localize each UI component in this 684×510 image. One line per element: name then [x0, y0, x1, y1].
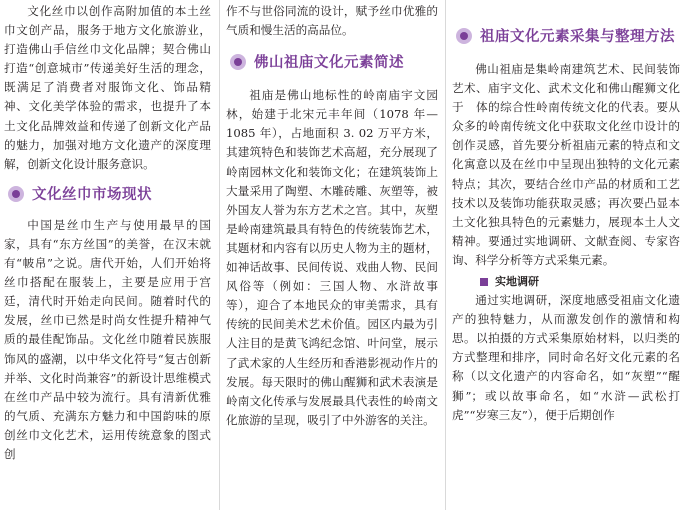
circle-bullet-icon [456, 28, 472, 44]
section-heading-methods [452, 26, 680, 48]
column-1 [4, 0, 211, 510]
column-divider [445, 0, 446, 510]
section-heading-market [4, 184, 211, 206]
section-heading-zumiao [226, 52, 438, 74]
continued-paragraph: 作不与世俗同流的设计，赋予丝巾优雅的气质和慢生活的高品位。 [226, 4, 438, 38]
zumiao-paragraph: 祖庙是佛山地标性的岭南庙宇文园林，始建于北宋元丰年间（1078 年—1085 年），占地面积 3. 02 万平方米，其建筑特色和装饰艺术高超，充分展现了岭南园林文化和装饰文化；在建筑装饰上大量采用了陶塑、木雕砖雕、灰塑等，被外国友人誉为东方艺术之宫。其中，灰塑是岭南建筑最具有特色的传统装饰艺术，其题材和内容有以历史人物为主的题材，如神话故事、民间传说、戏曲人物、民间风俗等（例如：三国人物、水浒故事等），迎合了本地民众的审美需求，具有传统的民间美术艺术价值。园区内最为引人注目的是黄飞鸿纪念馆、叶问堂，展示了武术家的人生经历和香港影视动作片的发展。每天限时的佛山醒狮和武术表演是岭南文化传承与发展最具代表性的岭南文化旅游的呈现，吸引了中外游客的关注。 [226, 88, 438, 427]
heading-text: 文化丝巾市场现状 [32, 186, 152, 203]
market-paragraph: 中国是丝巾生产与使用最早的国家，具有“东方丝国”的美誉，在汉末就有“帔帛”之说。唐代开始，人们开始将丝巾搭配在服装上，主要是应用于宫廷，清代时开始走向民间。随着时代的发展，丝巾已然是时尚女性提升精神气质的最佳配饰品。文化丝巾随着民族服饰风的盛潮，以中华文化符号“复古创新并举、文化时尚兼容”的新设计思维模式在丝巾产品中较为流行。具有清新优雅的气质、充满东方魅力和中国韵味的原创丝巾文化艺术，运用传统意象的图式创 [4, 217, 211, 461]
circle-bullet-icon [230, 54, 246, 70]
square-bullet-icon [480, 278, 488, 286]
column-2 [226, 0, 438, 510]
heading-text: 佛山祖庙文化元素简述 [254, 55, 404, 72]
column-3 [452, 0, 680, 510]
intro-paragraph: 文化丝巾以创作高附加值的本土丝巾文创产品，服务于地方文化旅游业，打造佛山手信丝巾文化品牌；契合佛山打造“创意城市”传递美好生活的理念，既满足了消费者对服饰文化、饰品精神、文化美学体验的需求，也提升了本土文化品牌效益和传递了创新文化产品的魅力，加强对地方文化遗产的深度理解，创新文化设计服务意识。 [4, 4, 211, 171]
subheading-text: 实地调研 [495, 275, 539, 289]
subheading-field-research [480, 272, 680, 291]
circle-bullet-icon [8, 186, 24, 202]
methods-paragraph: 佛山祖庙是集岭南建筑艺术、民间装饰艺术、庙宇文化、武术文化和佛山醒狮文化于 体的综合性岭南传统文化的代表。要从众多的岭南传统文化中获取文化丝巾设计的创作灵感，首先要分析祖庙元素的特点和文化寓意以及在丝巾中呈现出独特的文化元素特点；其次，要结合丝巾产品的材质和工艺技术以及装饰功能获取灵感；再次要凸显本土文化独具特色的元素魅力，展现本土人文精神。要通过实地调研、文献查阅、专家咨询、科学分析等方式采集元素。 [452, 62, 680, 267]
heading-text: 祖庙文化元素采集与整理方法 [480, 29, 675, 45]
field-research-paragraph: 通过实地调研，深度地感受祖庙文化遗产的独特魅力，从而激发创作的激情和构思。以拍摄的方式采集原始材料，以归类的方式整理和排序，同时命名好文化元素的名称（以文化遗产的内容命名，如“灰塑”“醒狮”；或以故事命名，如“水浒—武松打虎”“岁寒三友”），便于后期创作 [452, 293, 680, 422]
column-divider [219, 0, 220, 510]
